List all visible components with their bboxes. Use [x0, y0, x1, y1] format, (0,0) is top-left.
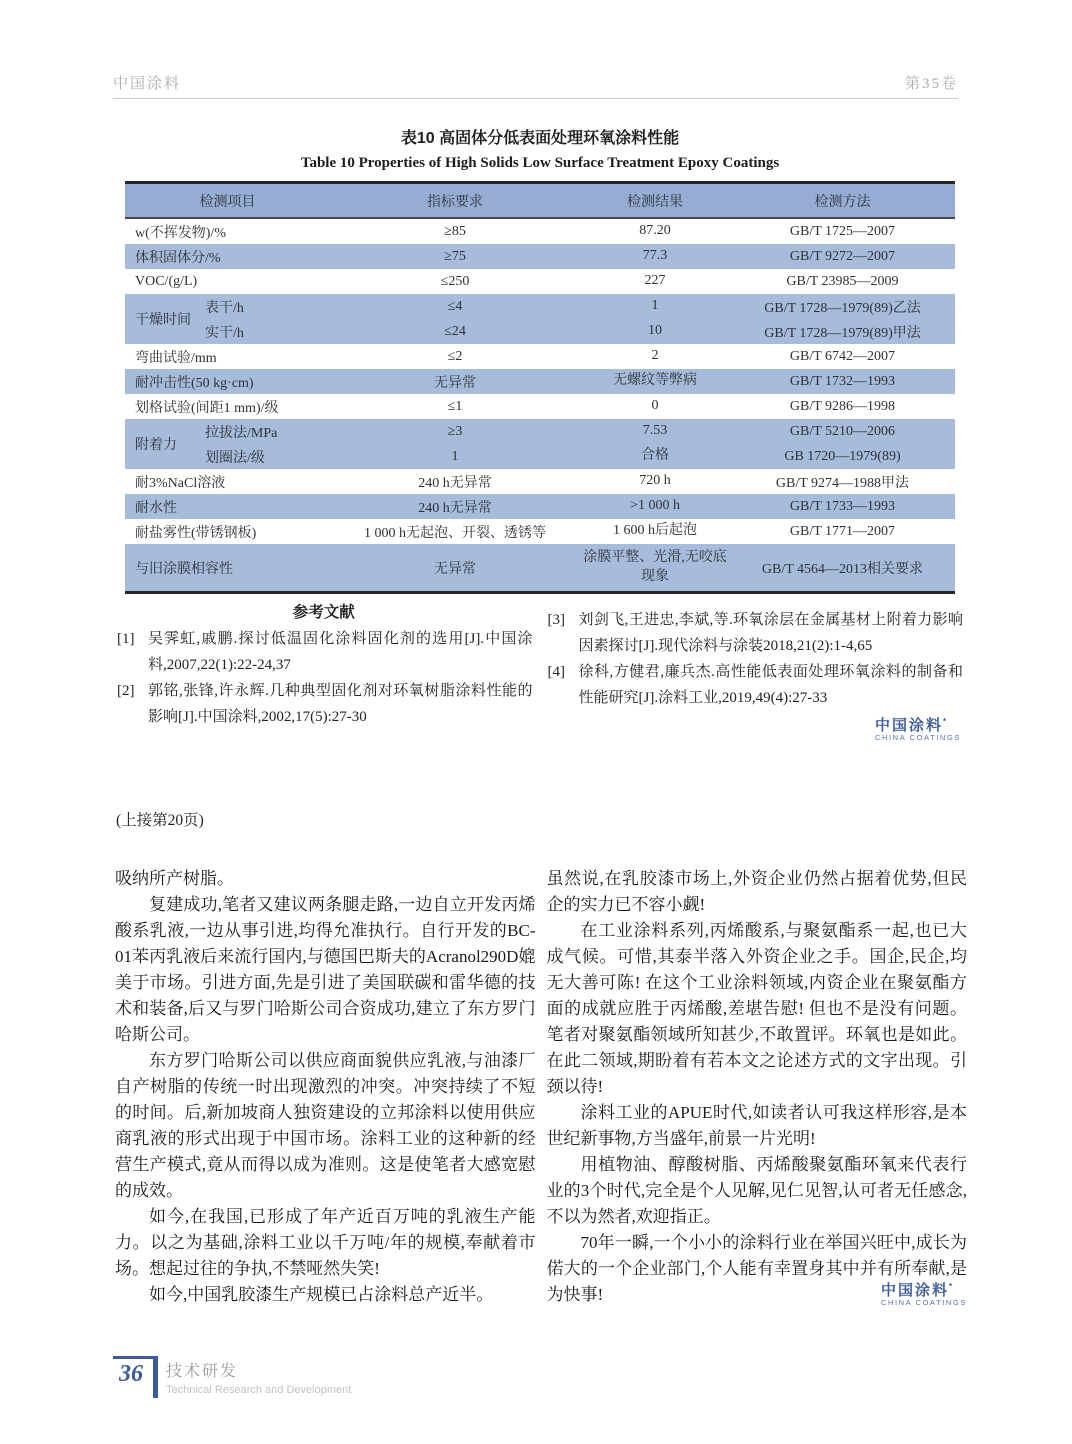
table-body	[125, 219, 955, 591]
table-group-label: 附着力	[135, 438, 177, 453]
table-row	[125, 219, 955, 244]
table-row	[125, 244, 955, 269]
references-heading: 参考文献	[292, 604, 355, 621]
refs-right	[546, 607, 964, 711]
paragraph: 70年一瞬,一个小小的涂料行业在举国兴旺中,成长为偌大的一个企业部门,个人能有幸置身其中并有所奉献,是为快事!	[546, 1233, 967, 1304]
table-cell-result: 0	[651, 398, 659, 414]
brand-logo-cn: 中国涂料*	[880, 1282, 953, 1300]
paragraph: 东方罗门哈斯公司以供应商面貌供应乳液,与油漆厂自产树脂的传统一时出现激烈的冲突。冲突持续了不短的时间。后,新加坡商人独资建设的立邦涂料以使用供应商乳液的形式出现于中国市场。涂料工业的这种新的经营生产模式,竟从而得以成为准则。这是使笔者大感宽慰的成效。	[115, 1051, 536, 1200]
table-header-cell: 检测结果	[627, 194, 683, 210]
table-row	[125, 344, 955, 369]
table-cell-item: 实干/h	[205, 325, 244, 341]
reference-item	[115, 678, 533, 730]
page-footer	[113, 1356, 351, 1398]
table-cell-method: GB/T 1725—2007	[789, 223, 896, 239]
table-cell-result: 涂膜平整、光滑,无咬底现象	[583, 550, 727, 584]
reference-text: 徐科,方健君,廉兵杰.高性能低表面处理环氧涂料的制备和性能研究[J].涂料工业,2019,49(4):27-33	[578, 664, 963, 706]
running-head	[113, 72, 958, 99]
table-group-row	[125, 419, 955, 469]
reference-text: 刘剑飞,王进忠,李斌,等.环氧涂层在金属基材上附着力影响因素探讨[J].现代涂料与涂装2018,21(2):1-4,65	[578, 612, 963, 654]
references-left-column	[115, 600, 533, 749]
table-cell-requirement: 240 h无异常	[418, 500, 492, 516]
references-right-column	[546, 600, 964, 749]
footer-section-labels	[166, 1356, 351, 1396]
table-cell-result: 1 600 h后起泡	[613, 523, 697, 539]
table-row	[125, 269, 955, 294]
table-cell-item: VOC/(g/L)	[135, 273, 198, 289]
paragraph: 如今,在我国,已形成了年产近百万吨的乳液生产能力。以之为基础,涂料工业以千万吨/年的规模,奉献着市场。想起过往的争执,不禁哑然失笑!	[115, 1207, 536, 1278]
table-row	[125, 369, 955, 394]
table-cell-result: 无螺纹等弊病	[613, 373, 697, 389]
table-cell-method: GB/T 9272—2007	[789, 248, 896, 264]
table-cell-method: GB/T 5210—2006	[789, 423, 896, 439]
table-cell-result: 合格	[641, 448, 669, 464]
table-block	[125, 125, 955, 594]
table-subrow	[205, 294, 955, 319]
table-title-en: Table 10 Properties of High Solids Low Surface Treatment Epoxy Coatings	[300, 155, 780, 171]
brand-logo	[881, 1282, 967, 1308]
article-left-column	[115, 866, 536, 1308]
table-cell-item: 耐盐雾性(带锈钢板)	[135, 525, 257, 541]
table-cell-result: 227	[644, 273, 666, 289]
table-cell-requirement: ≤1	[447, 398, 463, 414]
paragraph: 虽然说,在乳胶漆市场上,外资企业仍然占据着优势,但民企的实力已不容小觑!	[546, 869, 967, 914]
footer-divider-bar	[153, 1356, 158, 1398]
table-group-subrows	[205, 294, 955, 344]
brand-logo-en: CHINA COATINGS	[874, 733, 961, 743]
paragraph: 用植物油、醇酸树脂、丙烯酸聚氨酯环氧来代表行业的3个时代,完全是个人见解,见仁见智,认可者无任感念,不以为然者,欢迎指正。	[546, 1155, 967, 1226]
article-right-column	[547, 866, 968, 1308]
reference-number: [1]	[117, 631, 135, 647]
table-cell-method: GB 1720—1979(89)	[784, 448, 901, 464]
table-cell-item: 划圈法/级	[205, 450, 265, 466]
table-group-label: 干燥时间	[135, 313, 191, 328]
table-cell-result: 7.53	[642, 423, 668, 439]
table-row	[125, 469, 955, 494]
table-cell-item: 与旧涂膜相容性	[135, 561, 233, 577]
table-group-subrows	[205, 419, 955, 469]
reference-item	[115, 626, 533, 678]
table-row	[125, 544, 955, 591]
table-cell-requirement: ≤250	[440, 273, 470, 289]
section-name-en: Technical Research and Development	[166, 1384, 352, 1396]
table-cell-method: GB/T 1728—1979(89)甲法	[764, 325, 921, 341]
table-title-cn: 表10 高固体分低表面处理环氧涂料性能	[400, 130, 680, 147]
table-cell-requirement: ≤24	[444, 323, 466, 339]
reference-number: [2]	[117, 683, 135, 699]
table-cell-method: GB/T 1771—2007	[789, 523, 896, 539]
table-cell-requirement: ≥85	[444, 223, 466, 239]
table-cell-requirement: ≤2	[447, 348, 463, 364]
reference-item	[546, 659, 964, 711]
table-cell-method: GB/T 6742—2007	[789, 348, 896, 364]
table-cell-method: GB/T 9274—1988甲法	[775, 475, 910, 491]
table-cell-requirement: 1	[451, 448, 459, 464]
table-cell-requirement: ≤4	[447, 298, 463, 314]
volume-label: 第35卷	[904, 76, 958, 92]
brand-logo-mark: *	[942, 717, 947, 726]
table-cell-item: 耐3%NaCl溶液	[135, 475, 226, 491]
table-cell-result: >1 000 h	[630, 498, 680, 514]
table-header-cell: 指标要求	[427, 194, 483, 210]
brand-logo-mark: *	[948, 1282, 953, 1292]
brand-logo-slot	[546, 717, 964, 749]
reference-number: [3]	[547, 612, 565, 628]
table-subrow	[205, 444, 955, 469]
table-cell-item: 划格试验(间距1 mm)/级	[135, 400, 279, 416]
page-number: 36	[119, 1361, 143, 1387]
paragraph: 如今,中国乳胶漆生产规模已占涂料总产近半。	[149, 1285, 494, 1304]
refs-left	[115, 626, 533, 730]
paragraph: 在工业涂料系列,丙烯酸系,与聚氨酯系一起,也已大成气候。可惜,其泰半落入外资企业之手。国企,民企,均无大善可陈! 在这个工业涂料领域,内资企业在聚氨酯方面的成就应胜于丙烯酸,差堪告慰! 但也不是没有问题。笔者对聚氨酯领域所知甚少,不敢置评。环氧也是如此。在此二领域,期盼着有若本文之论述方式的文字出现。引颈以待!	[546, 921, 967, 1096]
table-cell-item: 体积固体分/%	[135, 250, 221, 266]
table-cell-requirement: 1 000 h无起泡、开裂、透锈等	[364, 525, 546, 541]
brand-logo	[875, 717, 961, 743]
table-group-row	[125, 294, 955, 344]
table-cell-result: 720 h	[639, 473, 671, 489]
paragraph: 复建成功,笔者又建议两条腿走路,一边自立开发丙烯酸系乳液,一边从事引进,均得允准执行。自行开发的BC-01苯丙乳液后来流行国内,与德国巴斯夫的Acranol290D媲美于市场。引进方面,先是引进了美国联碳和雷华德的技术和装备,后又与罗门哈斯公司合资成功,建立了东方罗门哈斯公司。	[115, 895, 536, 1044]
table-cell-method: GB/T 9286—1998	[789, 398, 896, 414]
table-cell-item: 拉拔法/MPa	[205, 425, 278, 441]
table-subrow	[205, 319, 955, 344]
table-row	[125, 494, 955, 519]
table-cell-method: GB/T 4564—2013相关要求	[761, 561, 924, 577]
table-cell-method: GB/T 1728—1979(89)乙法	[764, 300, 921, 316]
table-cell-item: 耐水性	[135, 500, 177, 516]
table-cell-item: 表干/h	[205, 300, 244, 316]
table-header-cell: 检测方法	[814, 194, 871, 210]
table-row	[125, 394, 955, 419]
brand-logo-cn: 中国涂料*	[874, 717, 947, 734]
table-cell-result: 1	[651, 298, 659, 314]
table-cell-item: 耐冲击性(50 kg·cm)	[135, 375, 254, 391]
table-cell-item: w(不挥发物)/%	[135, 225, 226, 241]
article-body	[115, 866, 967, 1308]
reference-item	[546, 607, 964, 659]
table-cell-method: GB/T 23985—2009	[786, 273, 899, 289]
data-table	[125, 181, 955, 594]
table-header-row	[125, 184, 955, 219]
table-cell-result: 77.3	[642, 248, 668, 264]
reference-text: 郭铭,张锋,许永辉.几种典型固化剂对环氧树脂涂料性能的影响[J].中国涂料,2002,17(5):27-30	[148, 683, 533, 725]
reference-number: [4]	[547, 664, 565, 680]
paragraph: 涂料工业的APUE时代,如读者认可我这样形容,是本世纪新事物,方当盛年,前景一片光明!	[546, 1103, 967, 1148]
references-section	[115, 600, 963, 749]
continued-note: (上接第20页)	[116, 812, 204, 829]
paragraph: 吸纳所产树脂。	[115, 869, 234, 888]
table-cell-requirement: ≥3	[447, 423, 463, 439]
table-cell-requirement: ≥75	[444, 248, 466, 264]
table-cell-item: 弯曲试验/mm	[135, 350, 217, 366]
reference-text: 吴霁虹,戚鹏.探讨低温固化涂料固化剂的选用[J].中国涂料,2007,22(1):22-24,37	[148, 631, 533, 673]
table-cell-result: 10	[648, 323, 662, 339]
table-cell-method: GB/T 1733—1993	[789, 498, 896, 514]
table-cell-requirement: 无异常	[434, 375, 476, 391]
table-row	[125, 519, 955, 544]
table-subrow	[205, 419, 955, 444]
brand-logo-en: CHINA COATINGS	[880, 1298, 967, 1308]
page-number-box	[113, 1356, 153, 1386]
table-cell-requirement: 无异常	[434, 561, 476, 577]
table-cell-result: 2	[651, 348, 659, 364]
table-cell-requirement: 240 h无异常	[418, 475, 492, 491]
section-name-cn: 技术研发	[166, 1363, 239, 1380]
journal-name: 中国涂料	[113, 76, 182, 92]
table-cell-result: 87.20	[639, 223, 671, 239]
table-header-cell: 检测项目	[199, 194, 256, 210]
table-cell-method: GB/T 1732—1993	[789, 373, 896, 389]
